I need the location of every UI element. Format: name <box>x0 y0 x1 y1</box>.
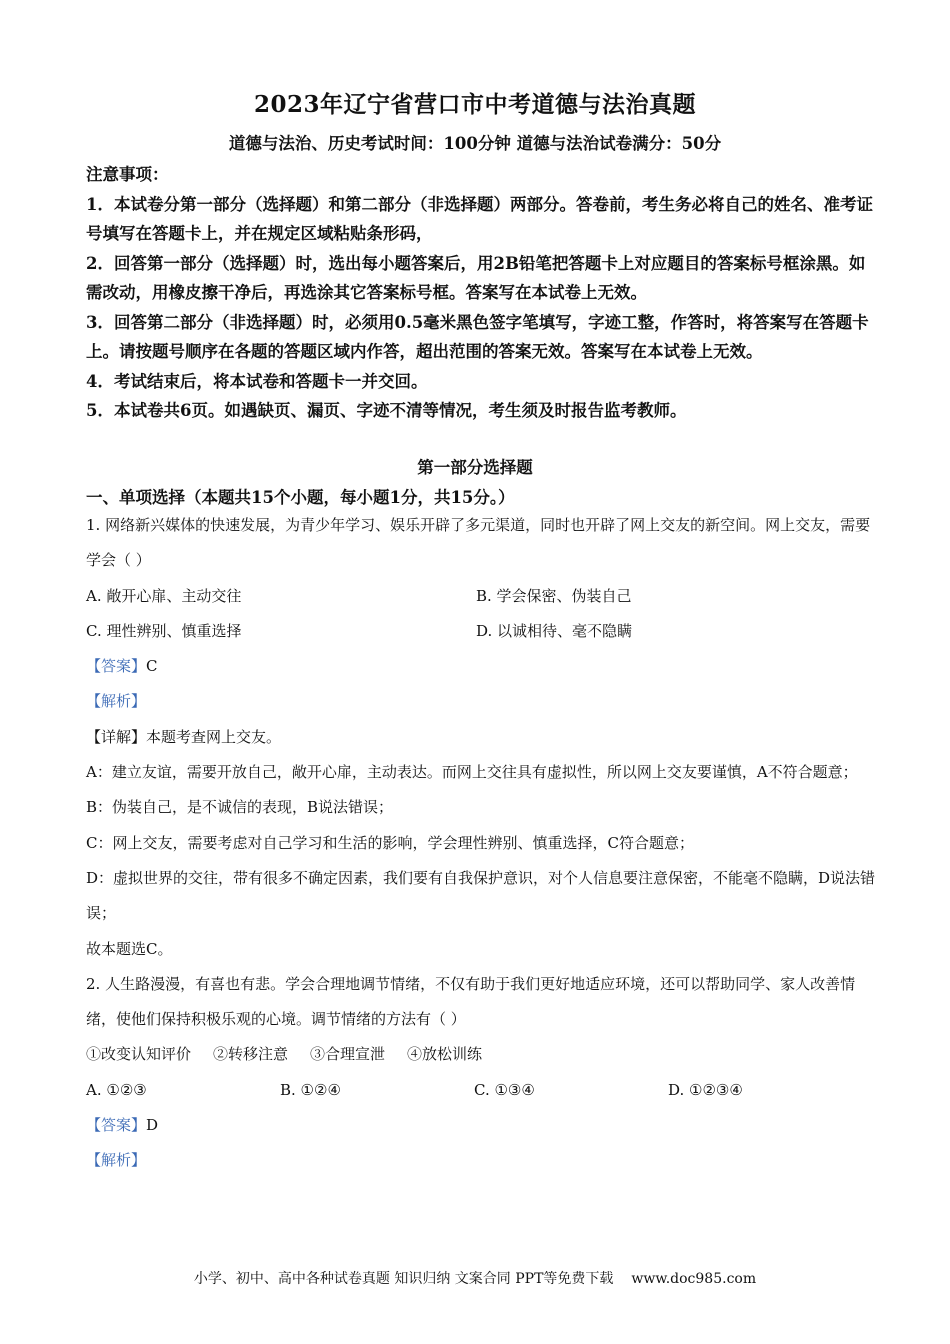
notes-heading: 注意事项： <box>86 165 169 184</box>
item-1: ①改变认知评价 <box>86 1045 192 1064</box>
option-d: D. 以诚相待、毫不隐瞒 <box>476 621 633 640</box>
option-b: B. 学会保密、伪装自己 <box>476 586 632 605</box>
answer-value: D <box>146 1116 159 1135</box>
option-a: A. ①②③ <box>86 1080 147 1099</box>
questions-body <box>86 508 876 1179</box>
note-item: 5．本试卷共6页。如遇缺页、漏页、字迹不清等情况，考生须及时报告监考教师。 <box>86 401 687 420</box>
option-c: C. ①③④ <box>474 1080 535 1099</box>
question-1-options-row <box>86 579 876 614</box>
question-1-stem: 1. 网络新兴媒体的快速发展，为青少年学习、娱乐开辟了多元渠道，同时也开辟了网上交友的新空间。网上交友，需要学会（ ） <box>86 516 871 570</box>
option-d: D. ①②③④ <box>668 1080 743 1099</box>
answer-label: 【答案】 <box>86 1116 147 1135</box>
question-1-options-row <box>86 614 876 649</box>
page-footer <box>0 1268 950 1288</box>
answer-value: C <box>146 657 158 676</box>
note-item: 2．回答第一部分（选择题）时，选出每小题答案后，用2B铅笔把答题卡上对应题目的答案标号框涂黑。如需改动，用橡皮擦干净后，再选涂其它答案标号框。答案写在本试卷上无效。 <box>86 253 866 302</box>
question-2-answer <box>86 1108 876 1143</box>
answer-label: 【答案】 <box>86 657 147 676</box>
note-item: 3．回答第二部分（非选择题）时，必须用0.5毫米黑色签字笔填写，字迹工整，作答时，将答案写在答题卡上。请按题号顺序在各题的答题区域内作答，超出范围的答案无效。答案写在本试卷上无效。 <box>86 312 869 361</box>
option-b: B. ①②④ <box>280 1080 341 1099</box>
question-1-answer <box>86 649 876 684</box>
exam-info: 道德与法治、历史考试时间：100分钟 道德与法治试卷满分：50分 <box>228 134 722 153</box>
explanation-c: C：网上交友，需要考虑对自己学习和生活的影响，学会理性辨别、慎重选择，C符合题意； <box>86 833 694 852</box>
footer-website: www.doc985.com <box>631 1271 757 1287</box>
question-1-analysis <box>86 684 876 719</box>
question-1-conclusion: 故本题选C。 <box>86 939 173 958</box>
explanation-b: B：伪装自己，是不诚信的表现，B说法错误； <box>86 798 394 817</box>
option-a: A. 敞开心扉、主动交往 <box>86 586 242 605</box>
question-1-detail <box>86 720 876 755</box>
part-header: 一、单项选择（本题共15个小题，每小题1分，共15分。） <box>86 488 515 507</box>
item-2: ②转移注意 <box>213 1045 289 1064</box>
page-title: 2023年辽宁省营口市中考道德与法治真题 <box>253 91 696 118</box>
item-4: ④放松训练 <box>407 1045 483 1064</box>
note-item: 1．本试卷分第一部分（选择题）和第二部分（非选择题）两部分。答卷前，考生务必将自己的姓名、准考证号填写在答题卡上，并在规定区域粘贴条形码， <box>86 194 873 243</box>
footer-text: 小学、初中、高中各种试卷真题 知识归纳 文案合同 PPT等免费下载 <box>193 1271 614 1287</box>
detail-intro: 本题考查网上交友。 <box>146 727 282 746</box>
analysis-label: 【解析】 <box>86 692 147 711</box>
section-title: 第一部分选择题 <box>417 458 533 477</box>
explanation-d: D：虚拟世界的交往，带有很多不确定因素，我们要有自我保护意识，对个人信息要注意保密，不能毫不隐瞒，D说法错误； <box>86 868 876 923</box>
analysis-label: 【解析】 <box>86 1151 147 1170</box>
question-2-options-row <box>86 1073 876 1108</box>
question-2-stem: 2. 人生路漫漫，有喜也有悲。学会合理地调节情绪，不仅有助于我们更好地适应环境，还可以帮助同学、家人改善情绪，使他们保持积极乐观的心境。调节情绪的方法有（ ） <box>86 974 856 1029</box>
question-2-items <box>86 1037 876 1072</box>
question-2-analysis <box>86 1143 876 1178</box>
explanation-a: A：建立友谊，需要开放自己，敞开心扉，主动表达。而网上交往具有虚拟性，所以网上交友要谨慎，A不符合题意； <box>86 763 858 782</box>
option-c: C. 理性辨别、慎重选择 <box>86 621 242 640</box>
detail-label: 【详解】 <box>86 727 147 746</box>
item-3: ③合理宣泄 <box>310 1045 386 1064</box>
note-item: 4．考试结束后，将本试卷和答题卡一并交回。 <box>86 371 428 391</box>
notes-section <box>86 160 876 426</box>
